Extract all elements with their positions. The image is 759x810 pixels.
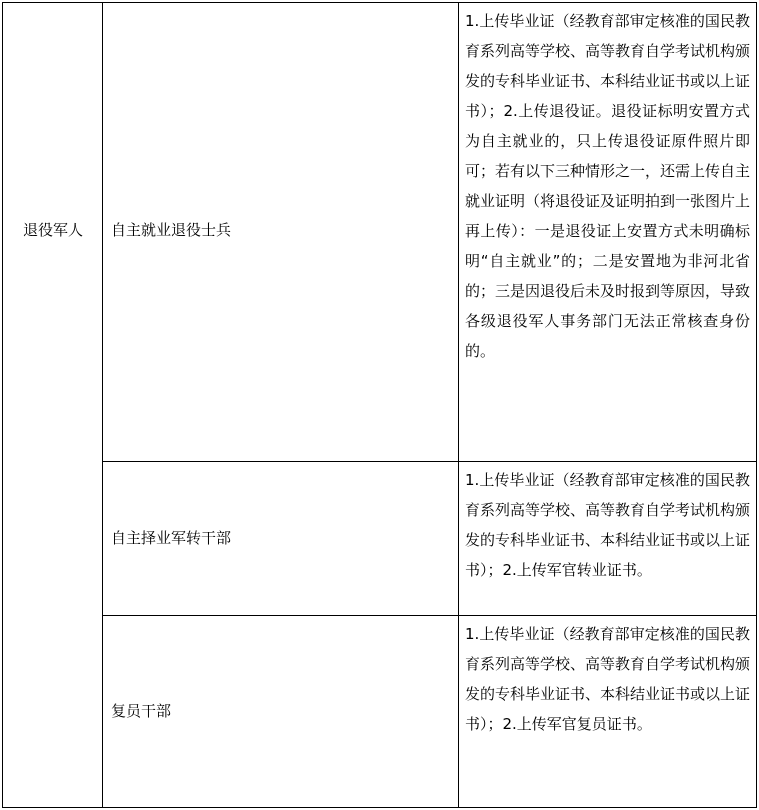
subtype-label: 自主择业军转干部	[111, 529, 232, 547]
requirement-text: 1.上传毕业证（经教育部审定核准的国民教育系列高等学校、高等教育自学考试机构颁发的专科毕业证书、本科结业证书或以上证书）；2.上传军官转业证书。	[465, 471, 751, 579]
subtype-label: 复员干部	[111, 702, 172, 720]
category-label: 退役军人	[23, 221, 84, 239]
column-divider-1	[102, 3, 103, 807]
row-divider-1	[102, 461, 756, 462]
requirements-table	[2, 2, 757, 808]
requirement-text: 1.上传毕业证（经教育部审定核准的国民教育系列高等学校、高等教育自学考试机构颁发的专科毕业证书、本科结业证书或以上证书）；2.上传军官复员证书。	[465, 625, 751, 733]
requirement-text: 1.上传毕业证（经教育部审定核准的国民教育系列高等学校、高等教育自学考试机构颁发的专科毕业证书、本科结业证书或以上证书）；2.上传退役证。退役证标明安置方式为自主就业的，只上传退役证原件照片即可；若有以下三种情形之一，还需上传自主就业证明（将退役证及证明拍到一张图片上再上传）：一是退役证上安置方式未明确标明“自主就业”的；二是安置地为非河北省的；三是因退役后未及时报到等原因，导致各级退役军人事务部门无法正常核查身份的。	[465, 12, 751, 360]
subtype-label: 自主就业退役士兵	[111, 221, 232, 239]
column-divider-2	[458, 3, 459, 807]
row-divider-2	[102, 615, 756, 616]
